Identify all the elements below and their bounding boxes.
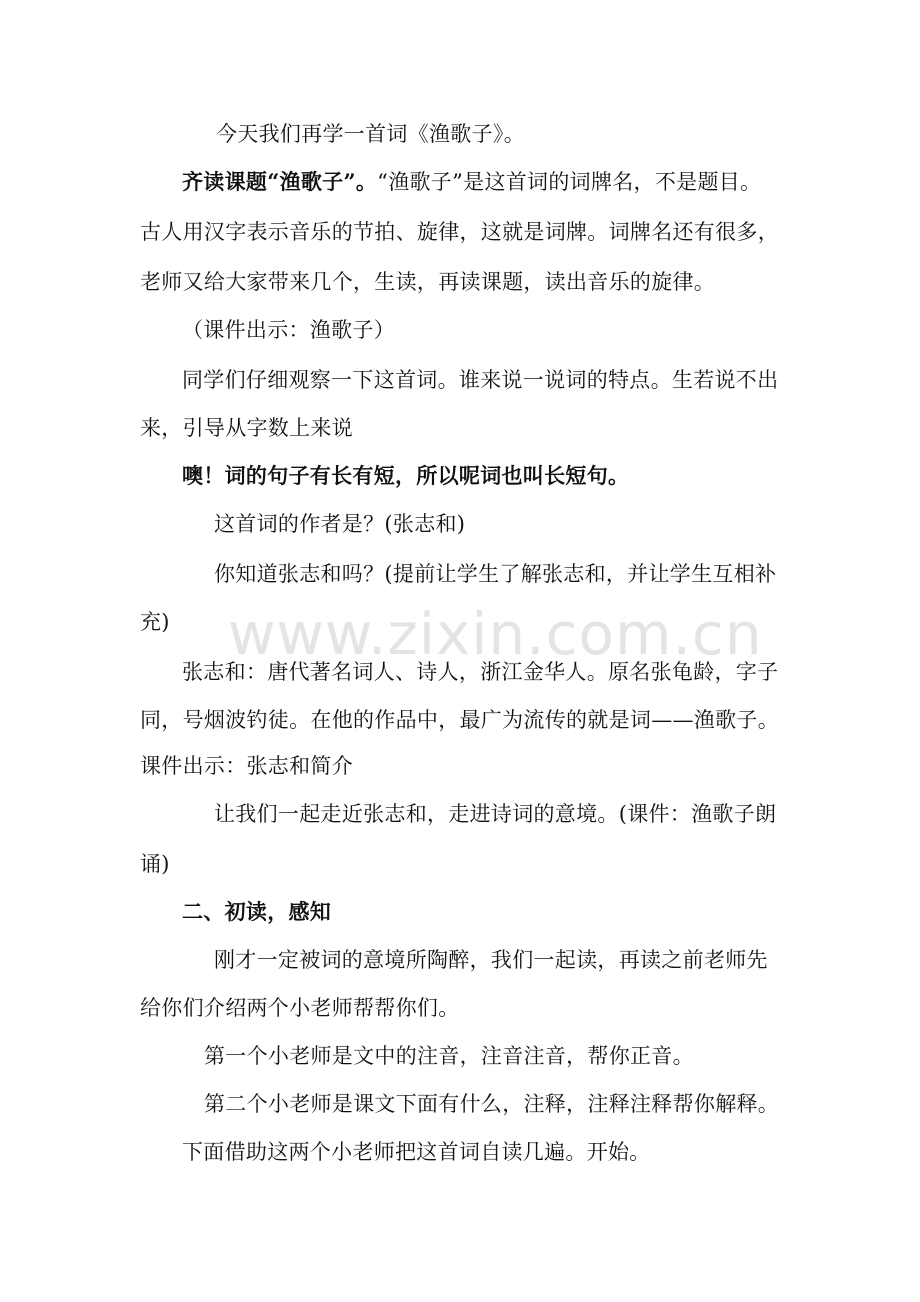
paragraph-line: [182, 168, 761, 196]
paragraph-line: 给你们介绍两个小老师帮帮你们。: [140, 996, 460, 1020]
bold-lead: 齐读课题“渔歌子”。: [182, 169, 378, 194]
paragraph-line: 充): [140, 610, 170, 634]
paragraph-line: 第一个小老师是文中的注音，注音注音，帮你正音。: [204, 1044, 694, 1068]
line-text: “渔歌子”是这首词的词牌名，不是题目。: [377, 170, 762, 194]
paragraph-line-bold: 噢！词的句子有长有短，所以呢词也叫长短句。: [182, 463, 630, 488]
paragraph-line: 张志和：唐代著名词人、诗人，浙江金华人。原名张龟龄，字子: [182, 660, 779, 684]
watermark-text: www.zixin.com.cn: [228, 600, 763, 668]
paragraph-line: 这首词的作者是？(张志和): [214, 512, 466, 536]
paragraph-line: 今天我们再学一首词《渔歌子》。: [216, 122, 525, 146]
paragraph-line: 课件出示：张志和简介: [140, 754, 353, 778]
paragraph-line: （课件出示：渔歌子）: [182, 318, 395, 342]
paragraph-line: 同，号烟波钓徒。在他的作品中，最广为流传的就是词——渔歌子。: [140, 708, 779, 732]
paragraph-line: 刚才一定被词的意境所陶醉，我们一起读，再读之前老师先: [214, 948, 768, 972]
paragraph-line: 你知道张志和吗？(提前让学生了解张志和，并让学生互相补: [214, 562, 777, 586]
paragraph-line: 第二个小老师是课文下面有什么，注释，注释注释帮你解释。: [204, 1092, 780, 1116]
paragraph-line: 让我们一起走近张志和，走进诗词的意境。(课件：渔歌子朗: [214, 802, 777, 826]
paragraph-line: 古人用汉字表示音乐的节拍、旋律，这就是词牌。词牌名还有很多，: [140, 220, 779, 244]
section-heading: 二、初读，感知: [182, 899, 332, 924]
paragraph-line: 老师又给大家带来几个，生读，再读课题，读出音乐的旋律。: [140, 270, 716, 294]
paragraph-line: 下面借助这两个小老师把这首词自读几遍。开始。: [182, 1140, 651, 1164]
paragraph-line: 来，引导从字数上来说: [140, 416, 353, 440]
paragraph-line: 诵): [140, 852, 170, 876]
paragraph-line: 同学们仔细观察一下这首词。谁来说一说词的特点。生若说不出: [182, 368, 779, 392]
